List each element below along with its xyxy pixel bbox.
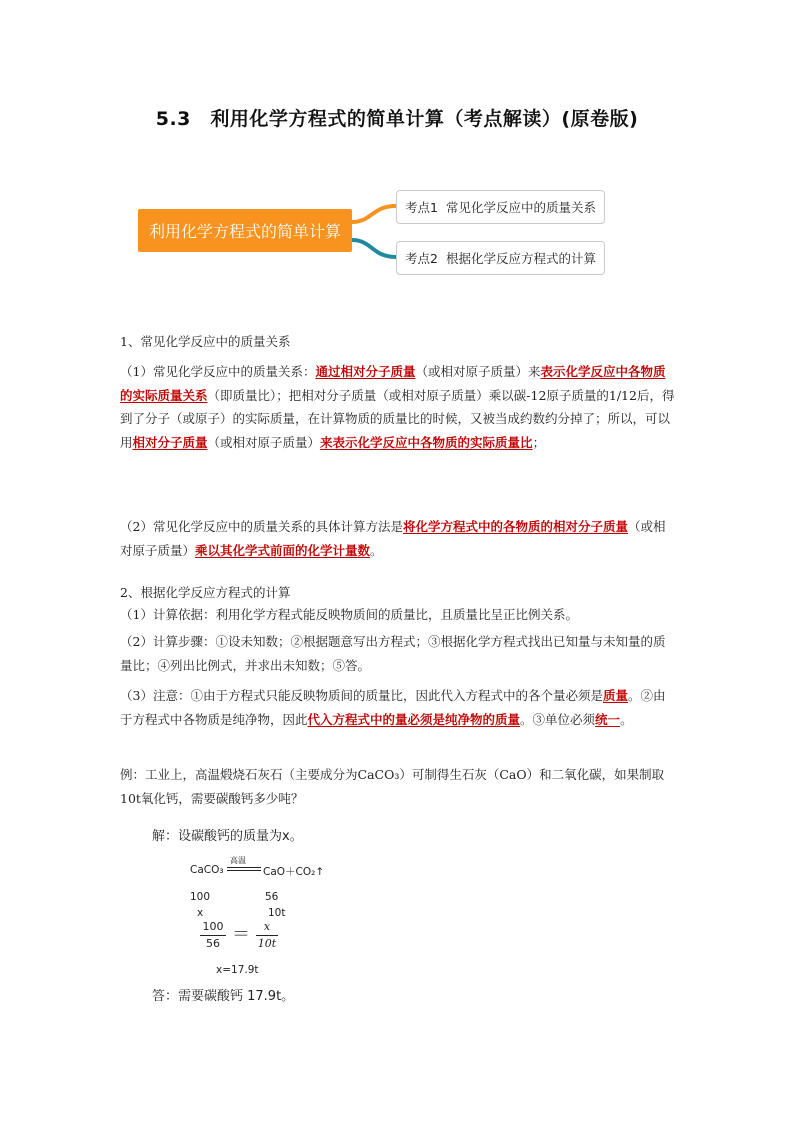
molar-mass-2: 56: [265, 891, 279, 903]
page-title: 5.3 利用化学方程式的简单计算（考点解读）(原卷版): [155, 108, 639, 130]
branch-line-1: [352, 206, 396, 222]
text: （或相对原子质量）: [207, 434, 321, 450]
key-phrase: 代入方程式中的量必须是纯净物的质量: [307, 711, 521, 727]
fraction-2-denominator: 10t: [257, 937, 277, 950]
text: （或相对原子质量）: [120, 519, 666, 558]
node-number: 考点2: [405, 251, 438, 266]
key-phrase: 表示化学反应中各物质的实际质量关系: [120, 364, 666, 403]
fraction-2-numerator: x: [263, 920, 271, 933]
paragraph-1-1: [120, 360, 676, 454]
node-label: 根据化学反应方程式的计算: [445, 251, 596, 266]
equation-condition: 高温: [230, 856, 246, 865]
node-number: 考点1: [405, 200, 438, 215]
fraction-1-denominator: 56: [206, 937, 220, 950]
known-mass: 10t: [268, 907, 286, 919]
equals-sign: ＝: [232, 924, 250, 945]
paragraph-2-1: （1）计算依据：利用化学方程式能反映物质间的质量比，且质量比呈正比例关系。: [120, 607, 578, 622]
paragraph-2-3: [120, 684, 676, 731]
text: （即质量比）；把相对分子质量（或相对原子质量）乘以碳-12原子质量的1/12后，得到了分子（或原子）的实际质量，在计算物质的质量比的时候，又被当成约数约分掉了；所以，可以用: [120, 387, 675, 450]
node-label: 常见化学反应中的质量关系: [445, 200, 596, 215]
equation-right: CaO＋CO₂↑: [263, 866, 325, 878]
paragraph-1-2: [120, 515, 676, 562]
key-phrase: 乘以其化学式前面的化学计量数: [195, 542, 371, 558]
key-phrase: 统一: [595, 711, 621, 727]
paragraph-2-2: （2）计算步骤：①设未知数；②根据题意写出方程式；③根据化学方程式找出已知量与未知量的质量比；④列出比例式，并求出未知数；⑤答。: [120, 634, 666, 673]
unknown-x: x: [197, 907, 204, 919]
fraction-2-bar: [256, 935, 278, 936]
mindmap-node-2: [396, 241, 605, 275]
equation-left: CaCO₃: [190, 864, 224, 876]
section-heading-1: 1、常见化学反应中的质量关系: [120, 334, 291, 349]
solution-result: x=17.9t: [216, 964, 259, 976]
text: ；: [532, 434, 546, 450]
key-phrase: 通过相对分子质量: [315, 364, 416, 379]
text: 。: [370, 542, 383, 558]
molar-mass-1: 100: [190, 891, 211, 903]
equation-arrow-top: [227, 867, 261, 868]
key-phrase: 相对分子质量: [132, 434, 208, 450]
section-heading-2: 2、根据化学反应方程式的计算: [120, 585, 291, 600]
fraction-1-bar: [200, 935, 226, 936]
equation-arrow-bottom: [227, 870, 261, 871]
text: 。②由于方程式中各物质是纯净物，因此: [120, 688, 666, 727]
mindmap-node-1: [396, 190, 605, 224]
solution-answer: 答：需要碳酸钙 17.9t。: [152, 989, 295, 1004]
text: （1）常见化学反应中的质量关系：: [120, 364, 316, 379]
text: （3）注意：①由于方程式只能反映物质间的质量比，因此代入方程式中的各个量必须是: [120, 688, 603, 703]
key-phrase: 来表示化学反应中各物质的实际质量比: [320, 434, 533, 450]
fraction-1-numerator: 100: [202, 920, 224, 933]
text: （或相对原子质量）来: [415, 364, 541, 379]
key-phrase: 质量: [602, 688, 628, 703]
branch-line-2: [352, 240, 396, 257]
text: 。: [620, 711, 633, 727]
example-problem: 例：工业上，高温煅烧石灰石（主要成分为CaCO₃）可制得生石灰（CaO）和二氧化碳，如果制取10t氧化钙，需要碳酸钙多少吨？: [120, 767, 665, 806]
solution-set: 解：设碳酸钙的质量为x。: [152, 829, 303, 844]
text: （2）常见化学反应中的质量关系的具体计算方法是: [120, 519, 403, 534]
mindmap-root: 利用化学方程式的简单计算: [138, 209, 352, 252]
text: 。③单位必须: [520, 711, 596, 727]
key-phrase: 将化学方程式中的各物质的相对分子质量: [402, 519, 628, 534]
